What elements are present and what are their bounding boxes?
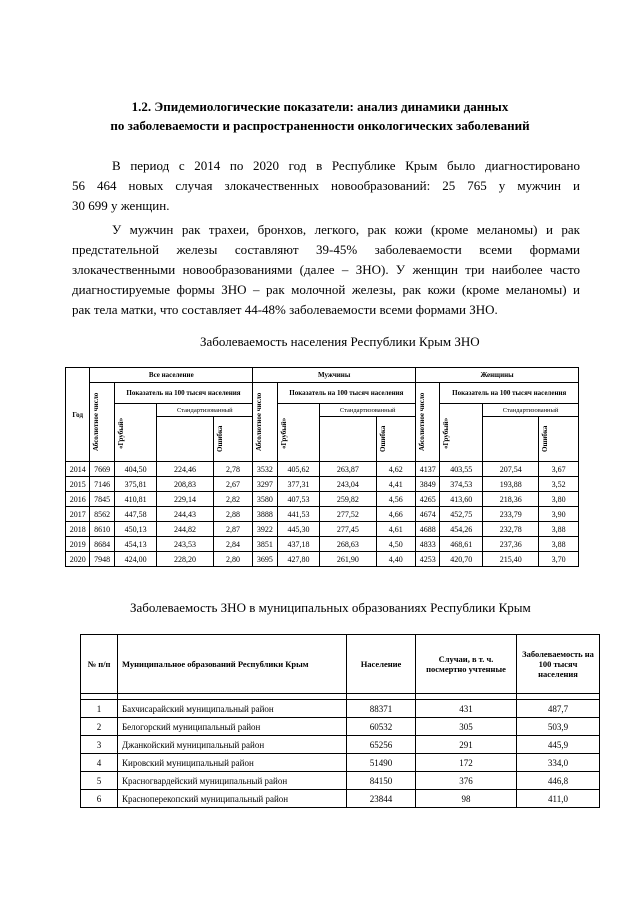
mo-name-cell: Белогорский муниципальный район [118,718,347,736]
mo-name-cell: Бахчисарайский муниципальный район [118,700,347,718]
paragraph-line: В период с 2014 по 2020 год в Республике Крым было диагностировано [112,158,580,173]
table-cell: 3888 [253,507,277,522]
group-header-all: Все население [90,368,253,383]
mo-name-cell: Джанкойский муниципальный район [118,736,347,754]
year-cell: 2016 [66,492,90,507]
table-cell: 268,63 [320,537,376,552]
rate-cell: 487,7 [517,700,600,718]
paragraph-line: рак тела матки, что составляет 44-48% заболеваемости всеми формами ЗНО. [72,302,498,317]
cases-header: Случаи, в т. ч. посмертно учтенные [416,635,517,694]
table-cell: 8684 [90,537,114,552]
table-cell: 3,88 [539,537,579,552]
table-cell: 3,70 [539,552,579,567]
rate-cell: 411,0 [517,790,600,808]
table-cell: 232,78 [483,522,539,537]
table-cell: 193,88 [483,477,539,492]
rate-cell: 446,8 [517,772,600,790]
crude-header: «Грубый» [279,416,288,449]
table-cell: 2,88 [213,507,253,522]
table-cell: 4,40 [376,552,416,567]
table-cell: 277,45 [320,522,376,537]
table-cell: 218,36 [483,492,539,507]
table-cell: 377,31 [277,477,320,492]
group-header-women: Женщины [416,368,579,383]
crude-header: «Грубый» [116,416,125,449]
municipal-table [80,634,600,808]
table-cell: 3,88 [539,522,579,537]
incidence-table [65,367,579,567]
table-row [81,754,600,772]
table-cell: 404,50 [114,462,157,477]
table-cell: 244,82 [157,522,213,537]
table-cell: 4,50 [376,537,416,552]
population-cell: 51490 [347,754,416,772]
heading-line-2: по заболеваемости и распространенности онкологических заболеваний [110,118,530,133]
table-cell: 410,81 [114,492,157,507]
num-cell: 6 [81,790,118,808]
population-cell: 84150 [347,772,416,790]
table-row [66,507,579,522]
table-cell: 243,04 [320,477,376,492]
table-cell: 7669 [90,462,114,477]
population-cell: 60532 [347,718,416,736]
rate-cell: 445,9 [517,736,600,754]
table-cell: 374,53 [440,477,483,492]
num-cell: 4 [81,754,118,772]
table-cell: 4265 [416,492,440,507]
table-cell: 224,46 [157,462,213,477]
cases-cell: 376 [416,772,517,790]
table-cell: 407,53 [277,492,320,507]
year-cell: 2018 [66,522,90,537]
table-cell: 3,90 [539,507,579,522]
population-cell: 23844 [347,790,416,808]
rate-header: Показатель на 100 тысяч населения [114,383,252,404]
table1-caption: Заболеваемость населения Республики Крым ЗНО [200,334,480,349]
table-cell: 454,26 [440,522,483,537]
paragraph-line: злокачественными новообразованиями (далее – ЗНО). У женщин три наиболее часто [72,262,580,277]
table-cell: 4688 [416,522,440,537]
std-header: Стандартизованный [483,404,579,417]
table-cell: 233,79 [483,507,539,522]
table-cell: 2,80 [213,552,253,567]
year-header: Год [66,368,90,462]
table-cell: 208,83 [157,477,213,492]
table-row [66,492,579,507]
table-cell: 261,90 [320,552,376,567]
table-cell: 4,62 [376,462,416,477]
table-cell: 2,67 [213,477,253,492]
table-cell: 427,80 [277,552,320,567]
mo-header: Муниципальное образований Республики Крым [118,635,347,694]
table-cell: 2,87 [213,522,253,537]
table-cell: 2,84 [213,537,253,552]
table-cell: 207,54 [483,462,539,477]
table2-caption: Заболеваемость ЗНО в муниципальных образованиях Республики Крым [130,600,531,615]
paragraph-line: 30 699 у женщин. [72,198,170,213]
paragraph-line: 56 464 новых случая злокачественных новообразований: 25 765 у мужчин и [72,178,580,193]
abs-header: Абсолютное число [418,392,427,452]
table-cell: 3851 [253,537,277,552]
group-header-men: Мужчины [253,368,416,383]
table-cell: 8562 [90,507,114,522]
table-cell: 7845 [90,492,114,507]
year-cell: 2017 [66,507,90,522]
table-cell: 4,56 [376,492,416,507]
std-header: Стандартизованный [320,404,416,417]
table-cell: 403,55 [440,462,483,477]
table-cell: 243,53 [157,537,213,552]
rate-header: Показатель на 100 тысяч населения [440,383,579,404]
mo-name-cell: Кировский муниципальный район [118,754,347,772]
table-cell: 375,81 [114,477,157,492]
table-row [66,462,579,477]
num-cell: 5 [81,772,118,790]
table-cell: 3532 [253,462,277,477]
table-cell: 7948 [90,552,114,567]
table-cell: 441,53 [277,507,320,522]
population-header: Население [347,635,416,694]
table-cell: 452,75 [440,507,483,522]
paragraph-2 [72,220,580,320]
table-cell: 228,20 [157,552,213,567]
rate-cell: 334,0 [517,754,600,772]
table-cell: 405,62 [277,462,320,477]
paragraph-line: предстательной железы составляют 39-45% заболеваемости всеми формами [72,242,580,257]
table-cell: 3,80 [539,492,579,507]
table-cell: 4137 [416,462,440,477]
crude-header: «Грубый» [442,416,451,449]
cases-cell: 291 [416,736,517,754]
table-cell: 3849 [416,477,440,492]
table-cell: 3922 [253,522,277,537]
table-cell: 8610 [90,522,114,537]
table-cell: 4,41 [376,477,416,492]
mo-name-cell: Красноперекопский муниципальный район [118,790,347,808]
table-cell: 454,13 [114,537,157,552]
table-cell: 3580 [253,492,277,507]
table-row [81,772,600,790]
num-header: № п/п [81,635,118,694]
table-row [81,700,600,718]
table-cell: 4,66 [376,507,416,522]
year-cell: 2014 [66,462,90,477]
paragraph-1 [72,156,580,216]
abs-header: Абсолютное число [92,392,101,452]
table-cell: 3,52 [539,477,579,492]
table-row [66,477,579,492]
mo-name-cell: Красногвардейский муниципальный район [118,772,347,790]
table-cell: 3297 [253,477,277,492]
table-row [66,537,579,552]
std-header: Стандартизованный [157,404,253,417]
num-cell: 1 [81,700,118,718]
cases-cell: 98 [416,790,517,808]
table-cell: 2,78 [213,462,253,477]
cases-cell: 431 [416,700,517,718]
table-row [81,718,600,736]
paragraph-line: У мужчин рак трахеи, бронхов, легкого, рак кожи (кроме меланомы) и рак [112,222,580,237]
table-cell: 445,30 [277,522,320,537]
error-header: Ошибка [541,425,550,453]
table-cell: 4,61 [376,522,416,537]
table-cell: 263,87 [320,462,376,477]
table-cell: 4674 [416,507,440,522]
abs-header: Абсолютное число [255,392,264,452]
table-cell: 244,43 [157,507,213,522]
table-cell: 7146 [90,477,114,492]
table-cell: 424,00 [114,552,157,567]
cases-cell: 305 [416,718,517,736]
error-header: Ошибка [215,425,224,453]
table-cell: 2,82 [213,492,253,507]
table-cell: 4253 [416,552,440,567]
table-cell: 4833 [416,537,440,552]
section-heading [80,97,560,135]
rate-header: Заболеваемость на 100 тысяч населения [517,635,600,694]
table-cell: 447,58 [114,507,157,522]
heading-line-1: 1.2. Эпидемиологические показатели: анализ динамики данных [131,99,509,114]
table-row [81,790,600,808]
cases-cell: 172 [416,754,517,772]
year-cell: 2020 [66,552,90,567]
rate-header: Показатель на 100 тысяч населения [277,383,415,404]
error-header: Ошибка [378,425,387,453]
table-cell: 420,70 [440,552,483,567]
population-cell: 65256 [347,736,416,754]
rate-cell: 503,9 [517,718,600,736]
num-cell: 2 [81,718,118,736]
table-cell: 413,60 [440,492,483,507]
paragraph-line: диагностируемые формы ЗНО – рак молочной железы, рак кожи (кроме меланомы) и [72,282,580,297]
table-cell: 229,14 [157,492,213,507]
table-row [66,552,579,567]
table-cell: 277,52 [320,507,376,522]
num-cell: 3 [81,736,118,754]
table-cell: 437,18 [277,537,320,552]
table-row [81,736,600,754]
table-cell: 468,61 [440,537,483,552]
table-row [66,522,579,537]
table-cell: 450,13 [114,522,157,537]
table-cell: 3,67 [539,462,579,477]
year-cell: 2019 [66,537,90,552]
table-cell: 3695 [253,552,277,567]
year-cell: 2015 [66,477,90,492]
table-cell: 237,36 [483,537,539,552]
table-cell: 259,82 [320,492,376,507]
population-cell: 88371 [347,700,416,718]
table-cell: 215,40 [483,552,539,567]
